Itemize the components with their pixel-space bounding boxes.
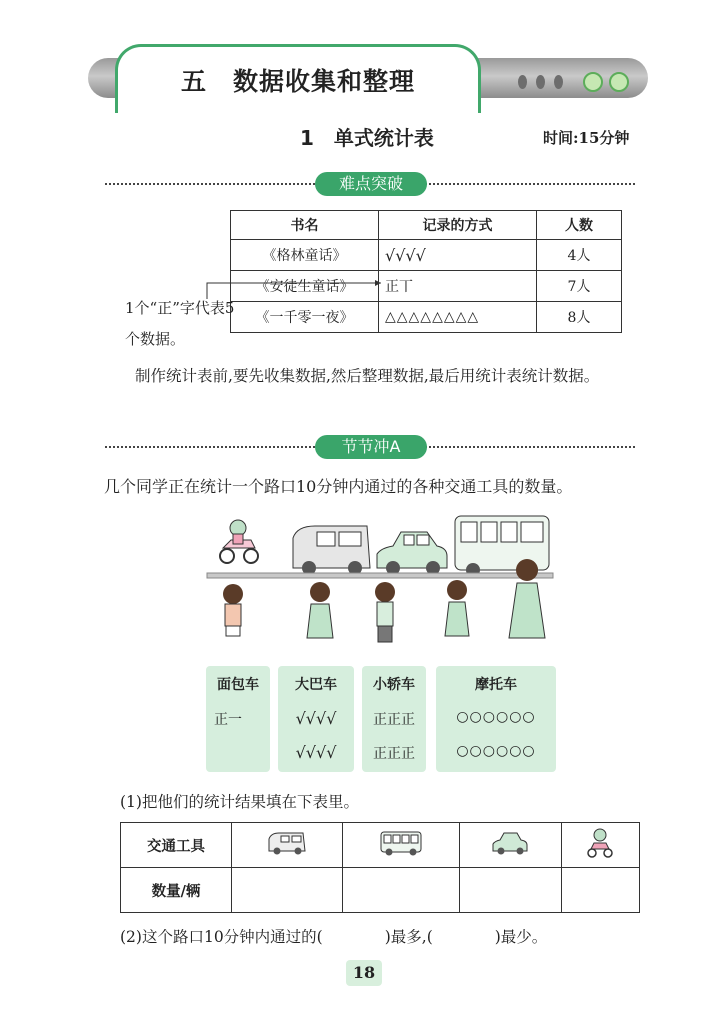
card-title: 小轿车 bbox=[373, 677, 415, 693]
tally-row: 正一 bbox=[214, 712, 242, 728]
table-header: 书名 bbox=[231, 211, 379, 240]
header-dot bbox=[518, 75, 527, 89]
section-header-difficulty bbox=[105, 174, 635, 194]
table-row bbox=[231, 302, 622, 333]
tally-row: ○○○○○○ bbox=[456, 709, 536, 725]
flower-icon bbox=[583, 72, 603, 92]
example-table bbox=[230, 210, 622, 333]
vehicle-cell bbox=[343, 823, 459, 868]
record-mark: △△△△△△△△ bbox=[379, 302, 537, 333]
tally-card-van bbox=[206, 666, 270, 772]
tally-row: √√√√ bbox=[295, 743, 337, 762]
answer-blank[interactable] bbox=[459, 868, 561, 913]
motorcycle-icon bbox=[220, 520, 258, 563]
table-header: 人数 bbox=[537, 211, 622, 240]
card-title: 摩托车 bbox=[475, 677, 517, 693]
child-figure bbox=[375, 582, 395, 642]
record-mark: 正丅 bbox=[379, 271, 537, 302]
chapter-title: 五 数据收集和整理 bbox=[180, 67, 415, 96]
table-header: 记录的方式 bbox=[379, 211, 537, 240]
teacher-figure bbox=[509, 559, 545, 638]
row-label: 交通工具 bbox=[121, 823, 232, 868]
tally-row: ○○○○○○ bbox=[456, 743, 536, 759]
question-1: (1)把他们的统计结果填在下表里。 bbox=[120, 793, 359, 811]
flower-icon bbox=[609, 72, 629, 92]
tally-row: √√√√ bbox=[295, 709, 337, 728]
vehicle-cell bbox=[232, 823, 343, 868]
record-mark: √√√√ bbox=[379, 240, 537, 271]
vehicle-cell bbox=[561, 823, 639, 868]
time-label: 时间:15分钟 bbox=[543, 129, 630, 147]
car-icon bbox=[377, 532, 447, 575]
lesson-title: 1 单式统计表 bbox=[300, 126, 434, 150]
section-header-practice bbox=[105, 437, 635, 457]
van-icon bbox=[265, 829, 309, 857]
side-note: 1个“正”字代表5个数据。 bbox=[125, 299, 235, 348]
book-name: 《安徒生童话》 bbox=[231, 271, 379, 302]
count-cell: 7人 bbox=[537, 271, 622, 302]
tally-card-bus bbox=[278, 666, 354, 772]
question-2: (2)这个路口10分钟内通过的( )最多,( )最少。 bbox=[120, 928, 548, 946]
book-name: 《格林童话》 bbox=[231, 240, 379, 271]
section-label: 节节冲A bbox=[315, 435, 427, 459]
section-label: 难点突破 bbox=[315, 172, 427, 196]
answer-blank[interactable] bbox=[343, 868, 459, 913]
child-figure bbox=[445, 580, 469, 636]
bus-icon bbox=[378, 829, 424, 857]
vehicle-cell bbox=[459, 823, 561, 868]
card-title: 面包车 bbox=[217, 677, 259, 693]
motorcycle-icon bbox=[585, 827, 615, 859]
table-row bbox=[231, 240, 622, 271]
page-number: 18 bbox=[346, 960, 382, 986]
tally-row: 正正正 bbox=[373, 746, 415, 762]
answer-blank[interactable] bbox=[232, 868, 343, 913]
header-dot bbox=[536, 75, 545, 89]
van-icon bbox=[293, 526, 370, 575]
tally-row: 正正正 bbox=[373, 712, 415, 728]
row-label: 数量/辆 bbox=[121, 868, 232, 913]
header-dot bbox=[554, 75, 563, 89]
car-icon bbox=[490, 829, 530, 857]
card-title: 大巴车 bbox=[295, 677, 337, 693]
tally-card-motorcycle bbox=[436, 666, 556, 772]
count-cell: 8人 bbox=[537, 302, 622, 333]
traffic-illustration bbox=[205, 508, 565, 658]
answer-blank[interactable] bbox=[561, 868, 639, 913]
tip-paragraph: 制作统计表前,要先收集数据,然后整理数据,最后用统计表统计数据。 bbox=[135, 367, 600, 385]
count-cell: 4人 bbox=[537, 240, 622, 271]
tally-card-car bbox=[362, 666, 426, 772]
child-figure bbox=[223, 584, 243, 636]
child-figure bbox=[307, 582, 333, 638]
answer-table bbox=[120, 822, 640, 913]
intro-text: 几个同学正在统计一个路口10分钟内通过的各种交通工具的数量。 bbox=[104, 477, 573, 496]
book-name: 《一千零一夜》 bbox=[231, 302, 379, 333]
